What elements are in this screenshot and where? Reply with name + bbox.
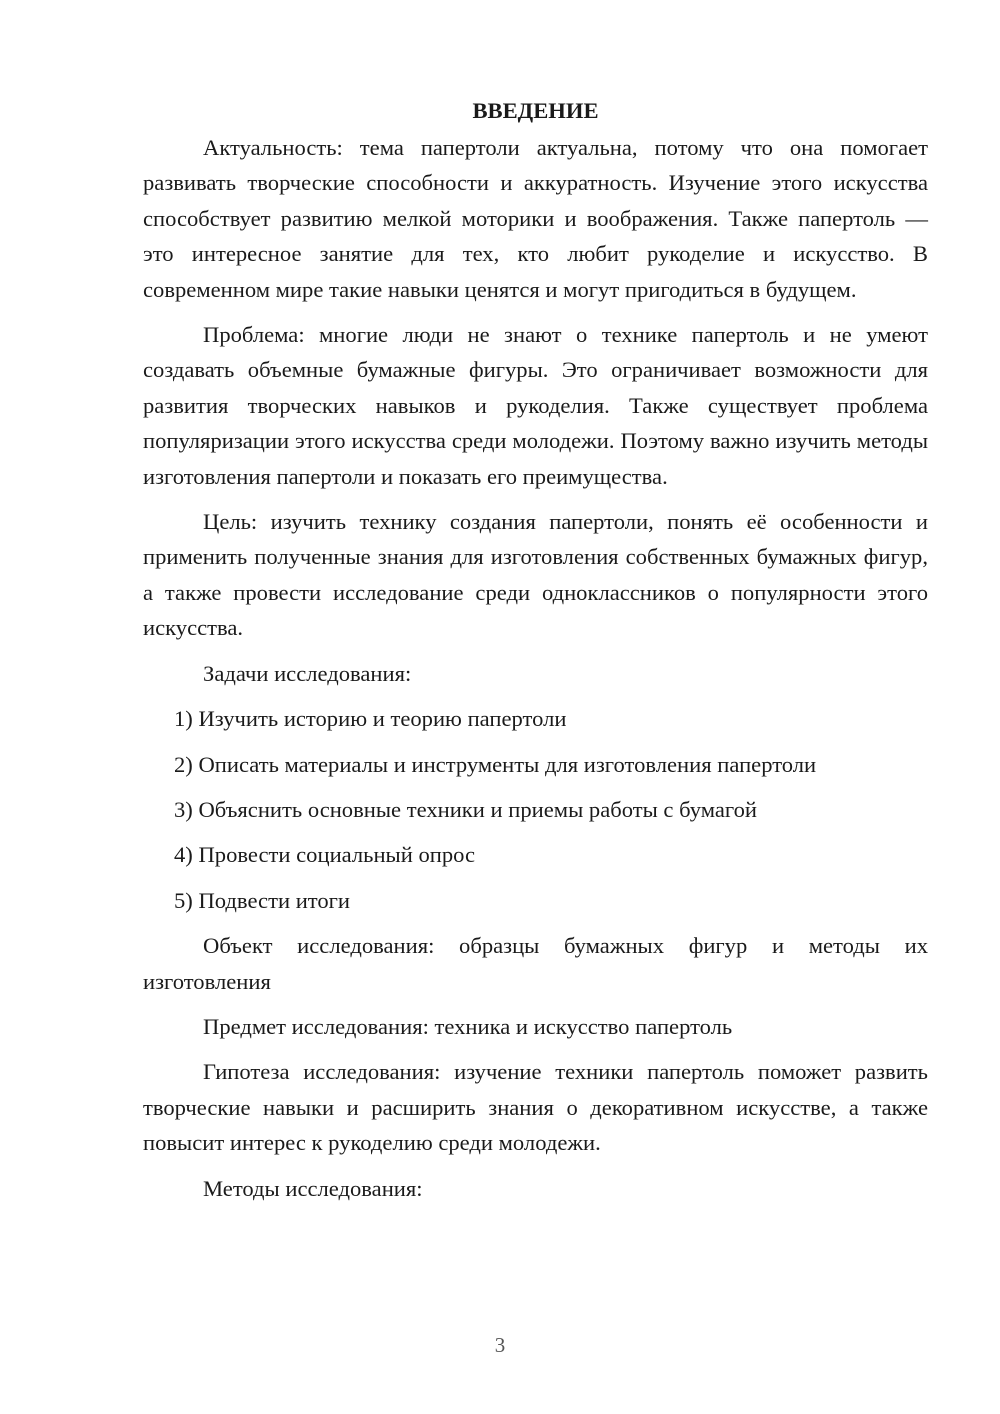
list-item: 5) Подвести итоги [174, 887, 351, 913]
page-content [143, 95, 928, 1216]
list-item: 1) Изучить историю и теорию папертоли [174, 706, 567, 732]
paragraph-goal: Цель: изучить технику создания папертоли, понять её особенности и применить полученные знания для изготовления собственных бумажных фигур, а также провести исследование среди одноклассников о популярности этого искусства. [143, 509, 928, 641]
list-item: 3) Объяснить основные техники и приемы работы с бумагой [174, 796, 757, 822]
list-item: 4) Провести социальный опрос [174, 842, 476, 868]
paragraph-subject: Предмет исследования: техника и искусство папертоль [203, 1013, 733, 1039]
page-number: 3 [494, 1333, 506, 1357]
paragraph-hypothesis: Гипотеза исследования: изучение техники папертоль поможет развить творческие навыки и расширить знания о декоративном искусстве, а также повысит интерес к рукоделию среди молодежи. [143, 1059, 928, 1156]
tasks-title: Задачи исследования: [203, 660, 412, 686]
section-heading: ВВЕДЕНИЕ [472, 98, 599, 123]
paragraph-relevance: Актуальность: тема папертоли актуальна, потому что она помогает развивать творческие способности и аккуратность. Изучение этого искусства способствует развитию мелкой моторики и воображения. Также папертоль — это интересное занятие для тех, кто любит рукоделие и искусство. В современном мире такие навыки ценятся и могут пригодиться в будущем. [143, 135, 928, 302]
paragraph-problem: Проблема: многие люди не знают о технике папертоль и не умеют создавать объемные бумажные фигуры. Это ограничивает возможности для развития творческих навыков и рукоделия. Также существует проблема популяризации этого искусства среди молодежи. Поэтому важно изучить методы изготовления папертоли и показать его преимущества. [143, 322, 928, 489]
list-item: 2) Описать материалы и инструменты для изготовления папертоли [174, 751, 817, 777]
methods-title: Методы исследования: [203, 1175, 423, 1201]
tasks-list [143, 701, 928, 918]
paragraph-object: Объект исследования: образцы бумажных фигур и методы их изготовления [143, 933, 928, 994]
